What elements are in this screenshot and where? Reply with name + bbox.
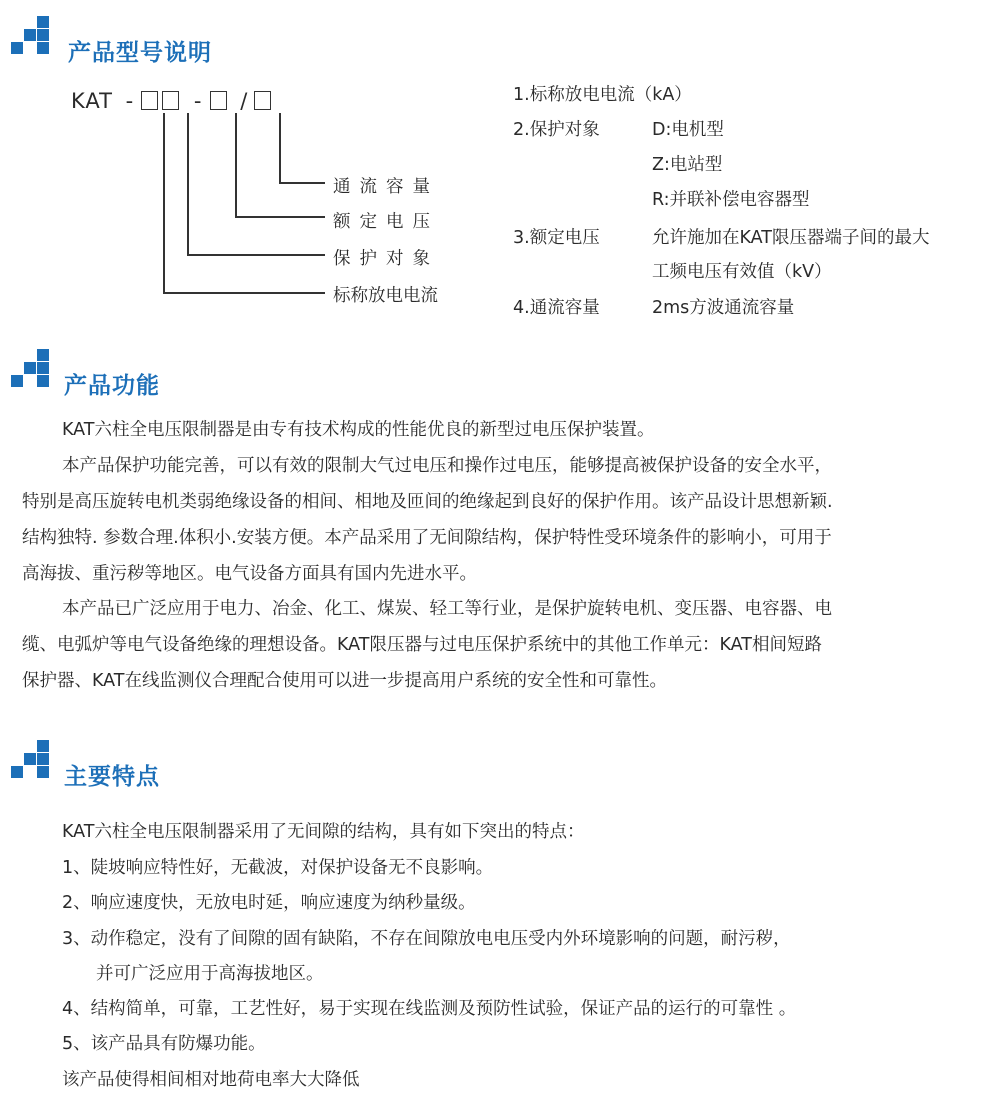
model-code <box>71 89 273 113</box>
bracket-line <box>187 254 325 256</box>
bracket-line <box>163 292 325 294</box>
section-title: 主要特点 <box>64 764 160 790</box>
model-desc-line: 1.标称放电电流（kA） <box>513 85 692 105</box>
section-square-icon <box>37 375 49 387</box>
model-desc-line: 2.保护对象 <box>513 120 600 140</box>
model-desc-line: D:电机型 <box>652 120 724 140</box>
function-line: 特别是高压旋转电机类弱绝缘设备的相间、相地及匝间的绝缘起到良好的保护作用。该产品设计思想新颖. <box>22 492 833 512</box>
model-desc-line: 3.额定电压 <box>513 228 600 248</box>
model-desc-line: 4.通流容量 <box>513 298 600 318</box>
bracket-line <box>279 182 325 184</box>
bracket-line <box>235 216 325 218</box>
feature-line: 3、动作稳定，没有了间隙的固有缺陷，不存在间隙放电电压受内外环境影响的问题，耐污秽， <box>62 929 791 949</box>
model-box <box>141 91 158 110</box>
feature-line: 1、陡坡响应特性好，无截波，对保护设备无不良影响。 <box>62 858 494 878</box>
section-square-icon <box>37 362 49 374</box>
section-square-icon <box>11 375 23 387</box>
function-line: 本产品保护功能完善，可以有效的限制大气过电压和操作过电压，能够提高被保护设备的安全水平， <box>62 456 832 476</box>
feature-line: 2、响应速度快，无放电时延，响应速度为纳秒量级。 <box>62 893 476 913</box>
bracket-line <box>187 113 189 255</box>
model-field-label: 标称放电电流 <box>333 286 438 306</box>
model-desc-line: 允许施加在KAT限压器端子间的最大 <box>652 228 930 248</box>
section-square-icon <box>37 753 49 765</box>
section-square-icon <box>11 766 23 778</box>
model-desc-line: R:并联补偿电容器型 <box>652 190 810 210</box>
feature-line: 5、该产品具有防爆功能。 <box>62 1034 266 1054</box>
section-square-icon <box>37 29 49 41</box>
section-square-icon <box>37 42 49 54</box>
model-slash: / <box>240 89 249 113</box>
feature-line: 该产品使得相间相对地荷电率大大降低 <box>62 1070 360 1090</box>
section-square-icon <box>11 42 23 54</box>
model-desc-line: 2ms方波通流容量 <box>652 298 795 318</box>
section-features-header <box>0 736 300 796</box>
bracket-line <box>235 113 237 217</box>
model-dash: - <box>125 89 135 113</box>
model-field-label: 保护对象 <box>333 249 439 269</box>
section-title: 产品功能 <box>64 373 160 399</box>
function-line: 高海拔、重污秽等地区。电气设备方面具有国内先进水平。 <box>22 564 477 584</box>
feature-line: 4、结构简单，可靠，工艺性好，易于实现在线监测及预防性试验，保证产品的运行的可靠性 。 <box>62 999 797 1019</box>
section-square-icon <box>37 740 49 752</box>
function-line: KAT六柱全电压限制器是由专有技术构成的性能优良的新型过电压保护装置。 <box>62 420 655 440</box>
section-square-icon <box>37 349 49 361</box>
bracket-line <box>163 113 165 293</box>
function-line: 本产品已广泛应用于电力、冶金、化工、煤炭、轻工等行业，是保护旋转电机、变压器、电容器、电 <box>62 599 832 619</box>
section-function-header <box>0 345 300 405</box>
model-box <box>210 91 227 110</box>
model-box <box>162 91 179 110</box>
model-desc-line: 工频电压有效值（kV） <box>652 262 832 282</box>
section-square-icon <box>24 753 36 765</box>
feature-line: KAT六柱全电压限制器采用了无间隙的结构，具有如下突出的特点： <box>62 822 585 842</box>
section-square-icon <box>37 766 49 778</box>
model-box <box>254 91 271 110</box>
model-prefix: KAT <box>71 89 113 113</box>
function-line: 结构独特. 参数合理.体积小.安装方便。本产品采用了无间隙结构，保护特性受环境条件的影响小，可用于 <box>22 528 832 548</box>
section-square-icon <box>24 29 36 41</box>
model-dash: - <box>193 89 203 113</box>
section-square-icon <box>24 362 36 374</box>
model-desc-line: Z:电站型 <box>652 155 723 175</box>
model-field-label: 额定电压 <box>333 212 439 232</box>
section-model-header <box>0 12 300 72</box>
bracket-line <box>279 113 281 183</box>
function-line: 缆、电弧炉等电气设备绝缘的理想设备。KAT限压器与过电压保护系统中的其他工作单元：KAT相间短路 <box>22 635 822 655</box>
model-field-label: 通流容量 <box>333 177 439 197</box>
section-square-icon <box>37 16 49 28</box>
function-line: 保护器、KAT在线监测仪合理配合使用可以进一步提高用户系统的安全性和可靠性。 <box>22 671 667 691</box>
section-title: 产品型号说明 <box>68 40 212 66</box>
feature-line: 并可广泛应用于高海拔地区。 <box>96 964 324 984</box>
